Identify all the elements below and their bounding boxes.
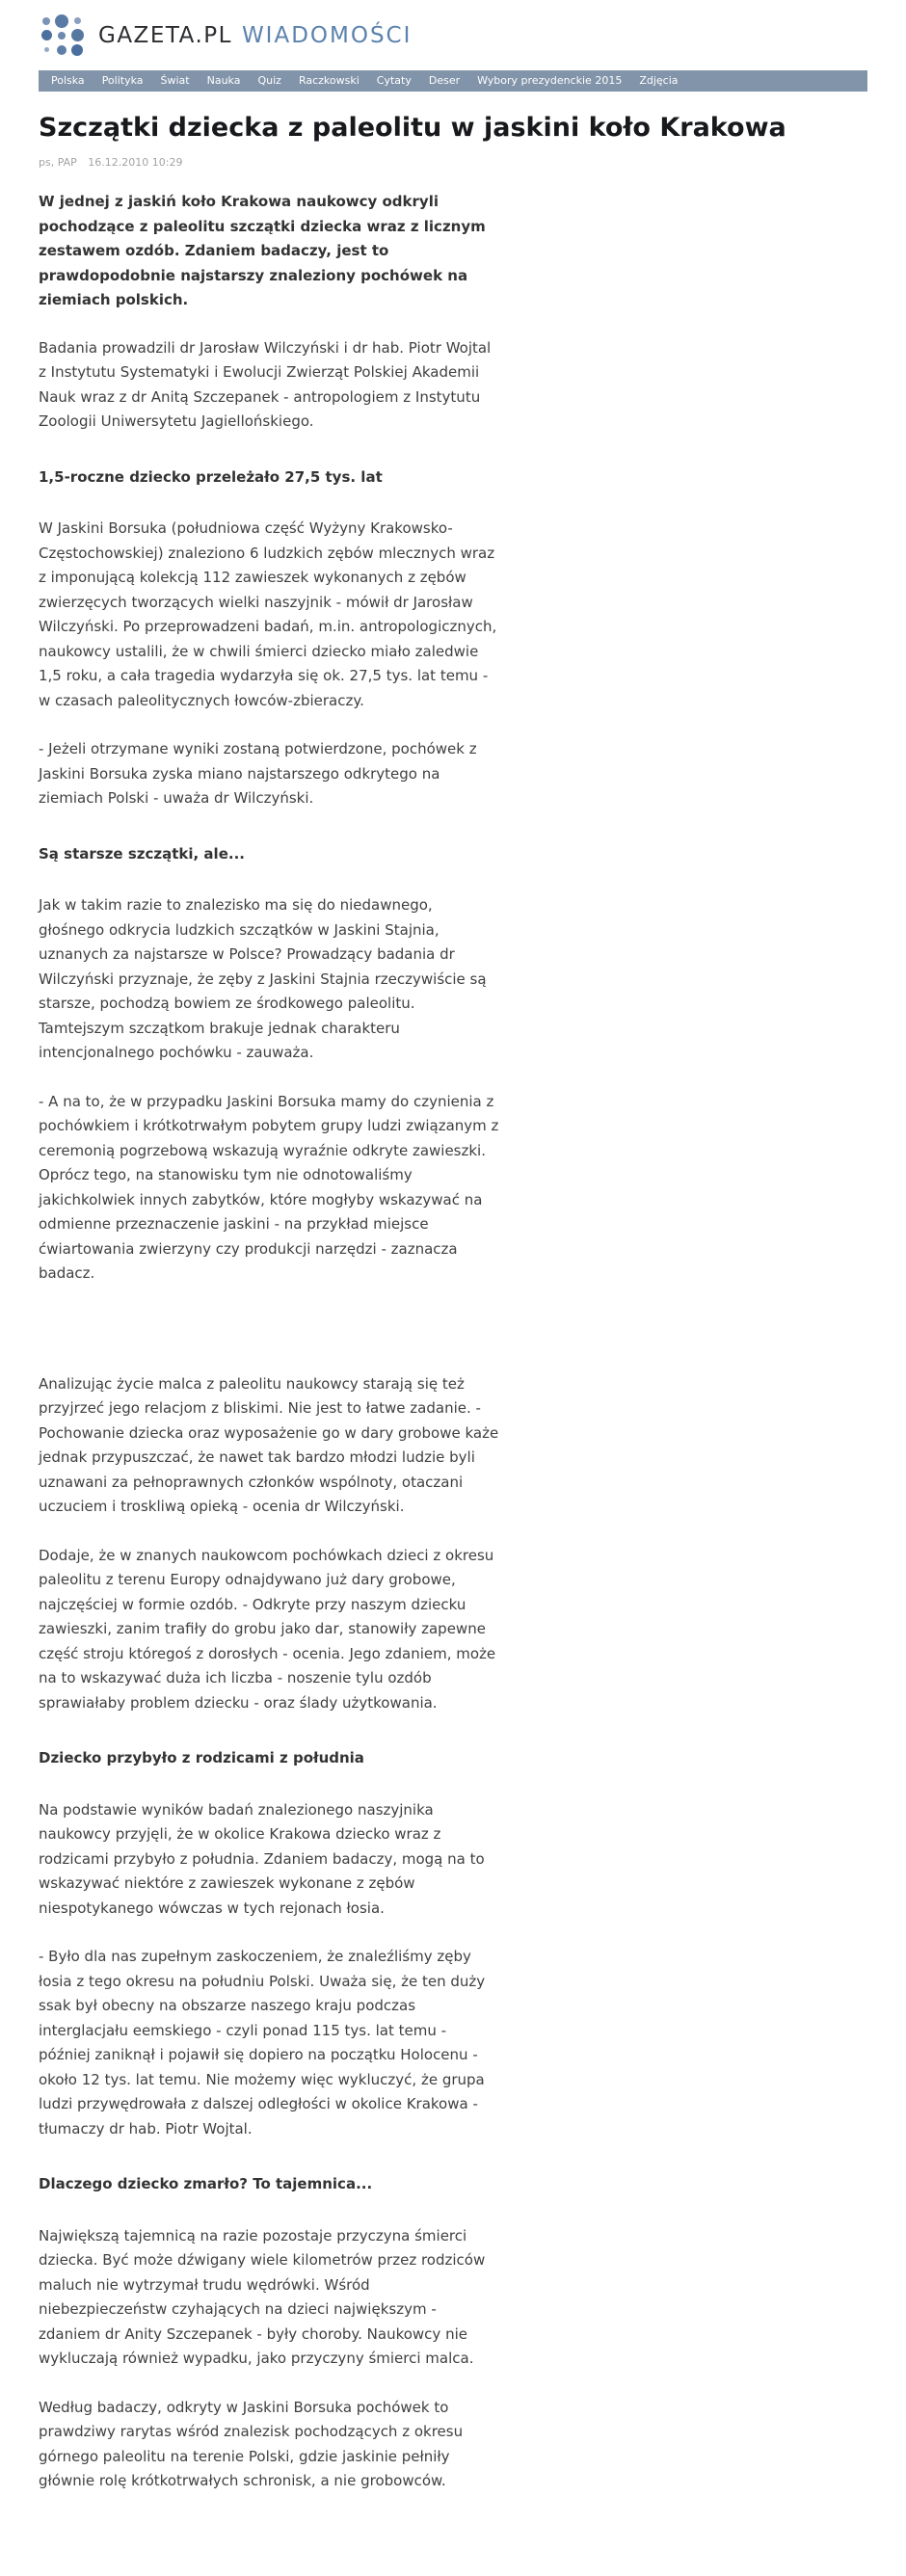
article-paragraph: Według badaczy, odkryty w Jaskini Borsuka pochówek to prawdziwy rarytas wśród znalezisk pochodzących z okresu górnego paleolitu na terenie Polski, gdzie jaskinie pełniły głównie rolę krótkotrwałych schronisk, a nie grobowców.	[39, 2398, 464, 2490]
nav-item[interactable]: Zdjęcia	[639, 74, 679, 87]
article-paragraph: W Jaskini Borsuka (południowa część Wyżyny Krakowsko-Częstochowskiej) znaleziono 6 ludzkich zębów mlecznych wraz z imponującą kolekcją 112 zawieszek wykonanych z zębów zwierzęcych tworzących wielki naszyjnik - mówił dr Jarosław Wilczyński. Po przeprowadzeni badań, m.in. antropologicznych, naukowcy ustalili, że w chwili śmierci dziecko miało zaledwie 1,5 roku, a cała tragedia wydarzyła się ok. 27,5 tys. lat temu - w czasach paleolitycznych łowców-zbieraczy.	[39, 519, 497, 709]
article-title: Szczątki dziecka z paleolitu w jaskini koło Krakowa	[39, 113, 786, 143]
article	[0, 92, 786, 2576]
article-paragraph: - Było dla nas zupełnym zaskoczeniem, że znaleźliśmy zęby łosia z tego okresu na południu Polski. Uważa się, że ten duży ssak był obecny na obszarze naszego kraju podczas interglacjału eemskiego - czyli ponad 115 tys. lat temu - później zaniknął i pojawił się dopiero na początku Holocenu - około 12 tys. lat temu. Nie możemy więc wykluczyć, że grupa ludzi przywędrowała z dalszej odległości w okolice Krakowa - tłumaczy dr hab. Piotr Wojtal.	[39, 1948, 486, 2138]
article-subheading: Dziecko przybyło z rodzicami z południa	[39, 1749, 364, 1767]
main-nav	[39, 70, 867, 92]
nav-item[interactable]: Deser	[428, 74, 461, 87]
article-paragraph: Największą tajemnicą na razie pozostaje przyczyna śmierci dziecka. Być może dźwigany wiele kilometrów przez rodziców maluch nie wytrzymał trudu wędrówki. Wśród niebezpieczeństw czyhających na dzieci największym - zdaniem dr Anity Szczepanek - były choroby. Naukowcy nie wykluczają również wypadku, jako przyczyny śmierci malca.	[39, 2226, 486, 2368]
nav-item[interactable]: Cytaty	[376, 74, 412, 87]
article-paragraph: Dodaje, że w znanych naukowcom pochówkach dzieci z okresu paleolitu z terenu Europy odnajdywano już dary grobowe, najczęściej w formie ozdób. - Odkryte przy naszym dziecku zawieszki, zanim trafiły do grobu jako dar, stanowiły zapewne część stroju któregoś z dorosłych - ocenia. Jego zdaniem, może na to wskazywać duża ich liczba - noszenie tylu ozdób sprawiałaby problem dziecku - oraz ślady użytkowania.	[39, 1546, 496, 1712]
logo-section-label: WIADOMOŚCI	[241, 22, 413, 48]
byline-date: 16.12.2010 10:29	[88, 156, 183, 170]
site-header	[0, 0, 906, 68]
gazeta-logo[interactable]	[39, 13, 412, 57]
byline	[39, 156, 501, 169]
gazeta-dots-logo-icon	[39, 13, 85, 57]
nav-item[interactable]: Quiz	[257, 74, 281, 87]
nav-item[interactable]: Nauka	[206, 74, 241, 87]
content-spacer	[39, 1311, 499, 1372]
article-paragraph: Analizując życie malca z paleolitu naukowcy starają się też przyjrzeć jego relacjom z bliskimi. Nie jest to łatwe zadanie. - Pochowanie dziecka oraz wyposażenie go w dary grobowe każe jednak przypuszczać, że nawet tak bardzo młodzi ludzie byli uznawani za pełnoprawnych członków wspólnoty, otaczani uczuciem i troskliwą opieką - ocenia dr Wilczyński.	[39, 1374, 499, 1516]
article-subheading: Są starsze szczątki, ale...	[39, 844, 245, 863]
article-paragraph: - Jeżeli otrzymane wyniki zostaną potwierdzone, pochówek z Jaskini Borsuka zyska miano najstarszego odkrytego na ziemiach Polski - uważa dr Wilczyński.	[39, 740, 477, 808]
nav-item[interactable]: Polityka	[101, 74, 144, 87]
article-lead: W jednej z jaskiń koło Krakowa naukowcy odkryli pochodzące z paleolitu szczątki dziecka wraz z licznym zestawem ozdób. Zdaniem badaczy, jest to prawdopodobnie najstarszy znaleziony pochówek na ziemiach polskich.	[39, 193, 486, 309]
article-paragraph: - A na to, że w przypadku Jaskini Borsuka mamy do czynienia z pochówkiem i krótkotrwałym pobytem grupy ludzi związanym z ceremonią pogrzebową wskazują wyraźnie odkryte zawieszki. Oprócz tego, na stanowisku tym nie odnotowaliśmy jakichkolwiek innych zabytków, które mogłyby wskazywać na odmienne przeznaczenie jaskini - na przykład miejsce ćwiartowania zwierzyny czy produkcji narzędzi - zaznacza badacz.	[39, 1092, 499, 1283]
nav-item[interactable]: Raczkowski	[298, 74, 360, 87]
article-paragraph: Na podstawie wyników badań znalezionego naszyjnika naukowcy przyjęli, że w okolice Krakowa dziecko wraz z rodzicami przybyło z południa. Zdaniem badaczy, mogą na to wskazywać niektóre z zawieszek wykonane z zębów niespotykanego wówczas w tych rejonach łosia.	[39, 1800, 485, 1917]
article-body	[39, 190, 499, 2494]
logo-main-label: GAZETA.PL	[98, 22, 232, 48]
article-paragraph: Badania prowadzili dr Jarosław Wilczyński i dr hab. Piotr Wojtal z Instytutu Systematyki i Ewolucji Zwierząt Polskiej Akademii Nauk wraz z dr Anitą Szczepanek - antropologiem z Instytutu Zoologii Uniwersytetu Jagiellońskiego.	[39, 338, 492, 431]
article-paragraph: Jak w takim razie to znalezisko ma się do niedawnego, głośnego odkrycia ludzkich szczątków w Jaskini Stajnia, uznanych za najstarsze w Polsce? Prowadzący badania dr Wilczyński przyznaje, że zęby z Jaskini Stajnia rzeczywiście są starsze, pochodzą bowiem ze środkowego paleolitu. Tamtejszym szczątkom brakuje jednak charakteru intencjonalnego pochówku - zauważa.	[39, 896, 487, 1062]
nav-item[interactable]: Polska	[51, 74, 85, 87]
article-subheading: 1,5-roczne dziecko przeleżało 27,5 tys. lat	[39, 467, 383, 486]
nav-item[interactable]: Wybory prezydenckie 2015	[477, 74, 623, 87]
byline-author: ps, PAP	[39, 156, 77, 170]
article-subheading: Dlaczego dziecko zmarło? To tajemnica...	[39, 2175, 373, 2193]
logo-text	[98, 23, 412, 48]
nav-item[interactable]: Świat	[160, 74, 190, 87]
article-blocks	[39, 336, 499, 2494]
